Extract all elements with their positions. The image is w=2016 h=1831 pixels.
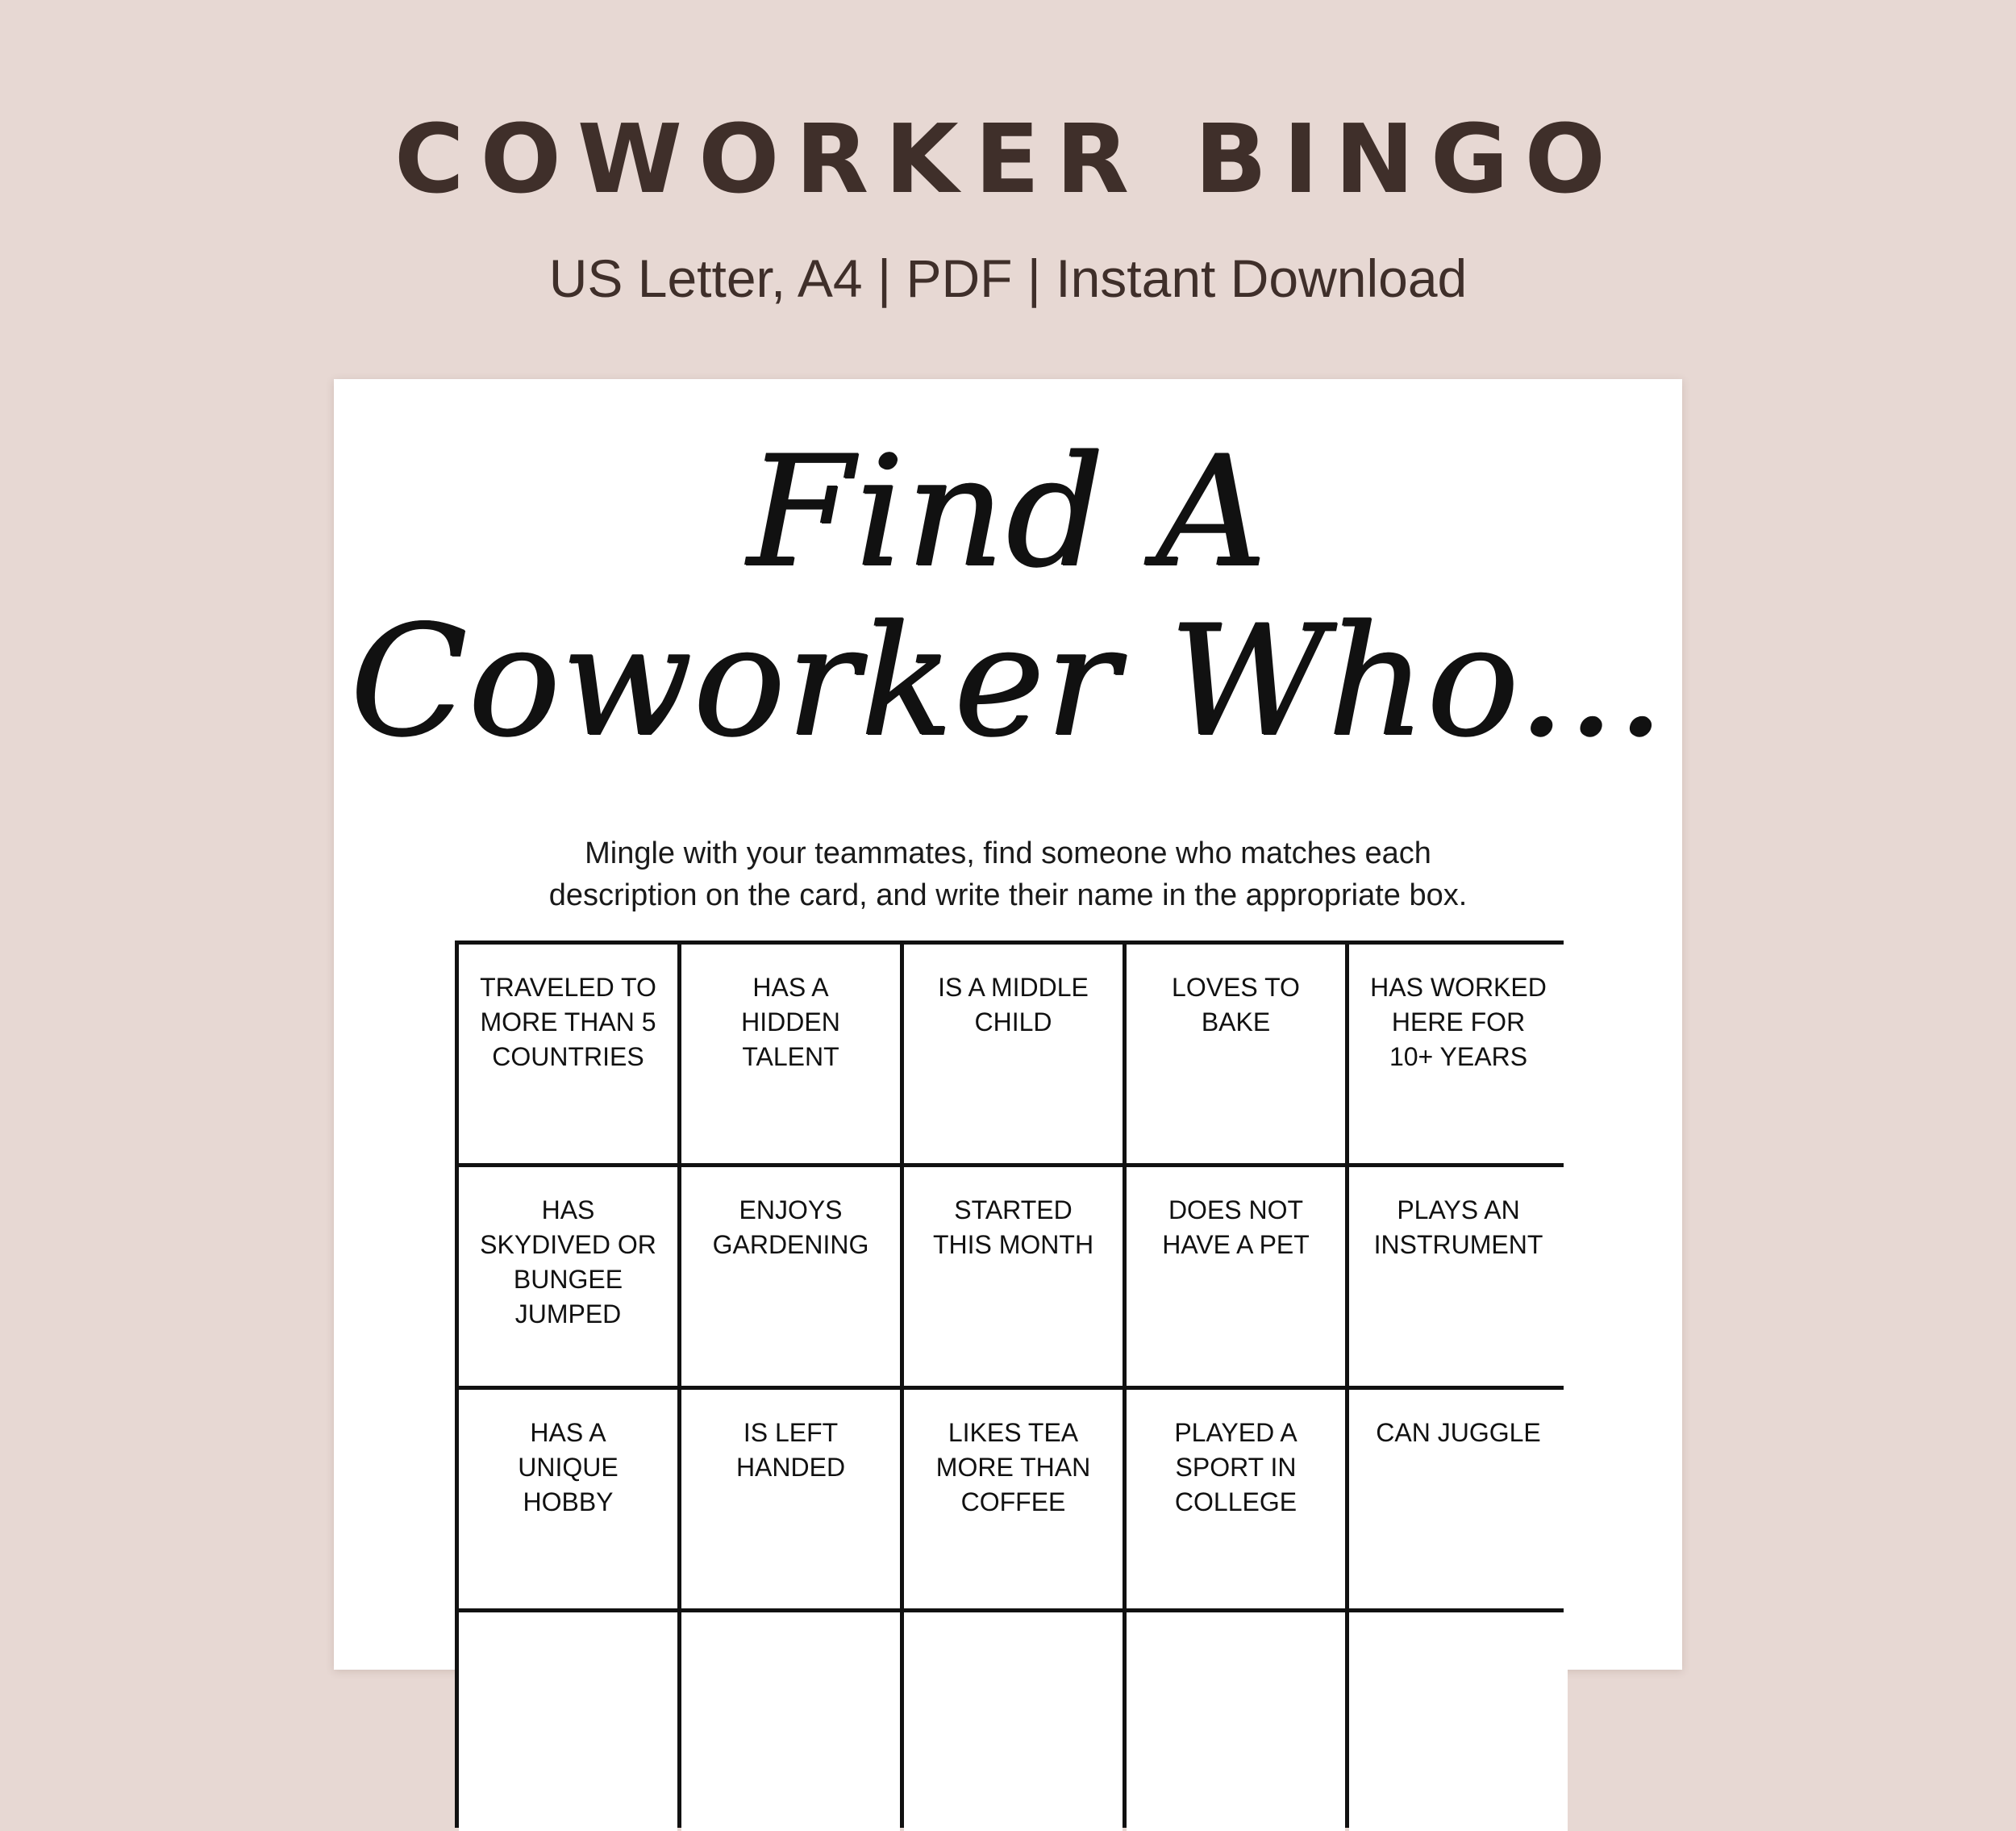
sheet-title-line-1: Find A bbox=[747, 423, 1269, 601]
bingo-cell-text: HAS SKYDIVED OR BUNGEE JUMPED bbox=[480, 1195, 656, 1328]
bingo-cell bbox=[1127, 1390, 1345, 1608]
bingo-cell bbox=[681, 1612, 900, 1831]
bingo-cell bbox=[1349, 945, 1568, 1163]
bingo-cell bbox=[459, 945, 677, 1163]
bingo-cell-text: ENJOYS GARDENING bbox=[712, 1195, 869, 1259]
sheet-title-line-2: Coworker Who... bbox=[350, 592, 1666, 770]
bingo-cell-text: IS A MIDDLE CHILD bbox=[938, 973, 1089, 1036]
bingo-cell bbox=[459, 1612, 677, 1831]
bingo-cell-text: HAS WORKED HERE FOR 10+ YEARS bbox=[1370, 973, 1547, 1071]
bingo-cell bbox=[459, 1167, 677, 1386]
page-subtitle: US Letter, A4 | PDF | Instant Download bbox=[548, 248, 1468, 308]
bingo-cell bbox=[681, 1390, 900, 1608]
bingo-cell bbox=[1349, 1167, 1568, 1386]
bingo-cell-text: STARTED THIS MONTH bbox=[932, 1195, 1094, 1259]
bingo-cell-text: PLAYS AN INSTRUMENT bbox=[1373, 1195, 1543, 1259]
bingo-cell bbox=[1349, 1612, 1568, 1831]
bingo-cell bbox=[1127, 1167, 1345, 1386]
printable-sheet bbox=[334, 379, 1682, 1670]
bingo-cell bbox=[904, 945, 1123, 1163]
bingo-cell bbox=[904, 1390, 1123, 1608]
bingo-cell-text: CAN JUGGLE bbox=[1376, 1418, 1541, 1447]
page-title: COWORKER BINGO bbox=[394, 103, 1622, 215]
bingo-cell-text: LIKES TEA MORE THAN COFFEE bbox=[935, 1418, 1091, 1516]
bingo-cell-text: HAS A UNIQUE HOBBY bbox=[518, 1418, 619, 1516]
bingo-cell bbox=[1127, 945, 1345, 1163]
bingo-cell-text: LOVES TO BAKE bbox=[1172, 973, 1300, 1036]
bingo-cell-text: DOES NOT HAVE A PET bbox=[1162, 1195, 1310, 1259]
bingo-cell-text: HAS A HIDDEN TALENT bbox=[741, 973, 840, 1071]
bingo-grid bbox=[455, 941, 1564, 1828]
bingo-cell-text: IS LEFT HANDED bbox=[735, 1418, 846, 1482]
bingo-cell bbox=[681, 1167, 900, 1386]
bingo-cell bbox=[459, 1390, 677, 1608]
bingo-cell-text: TRAVELED TO MORE THAN 5 COUNTRIES bbox=[480, 973, 656, 1071]
bingo-cell bbox=[681, 945, 900, 1163]
bingo-cell-text: PLAYED A SPORT IN COLLEGE bbox=[1174, 1418, 1297, 1516]
instructions: Mingle with your teammates, find someone who matches each description on the card, and write their name in the appropriate box. bbox=[548, 836, 1468, 912]
bingo-cell bbox=[1127, 1612, 1345, 1831]
bingo-cell bbox=[1349, 1390, 1568, 1608]
bingo-cell bbox=[904, 1612, 1123, 1831]
bingo-cell bbox=[904, 1167, 1123, 1386]
